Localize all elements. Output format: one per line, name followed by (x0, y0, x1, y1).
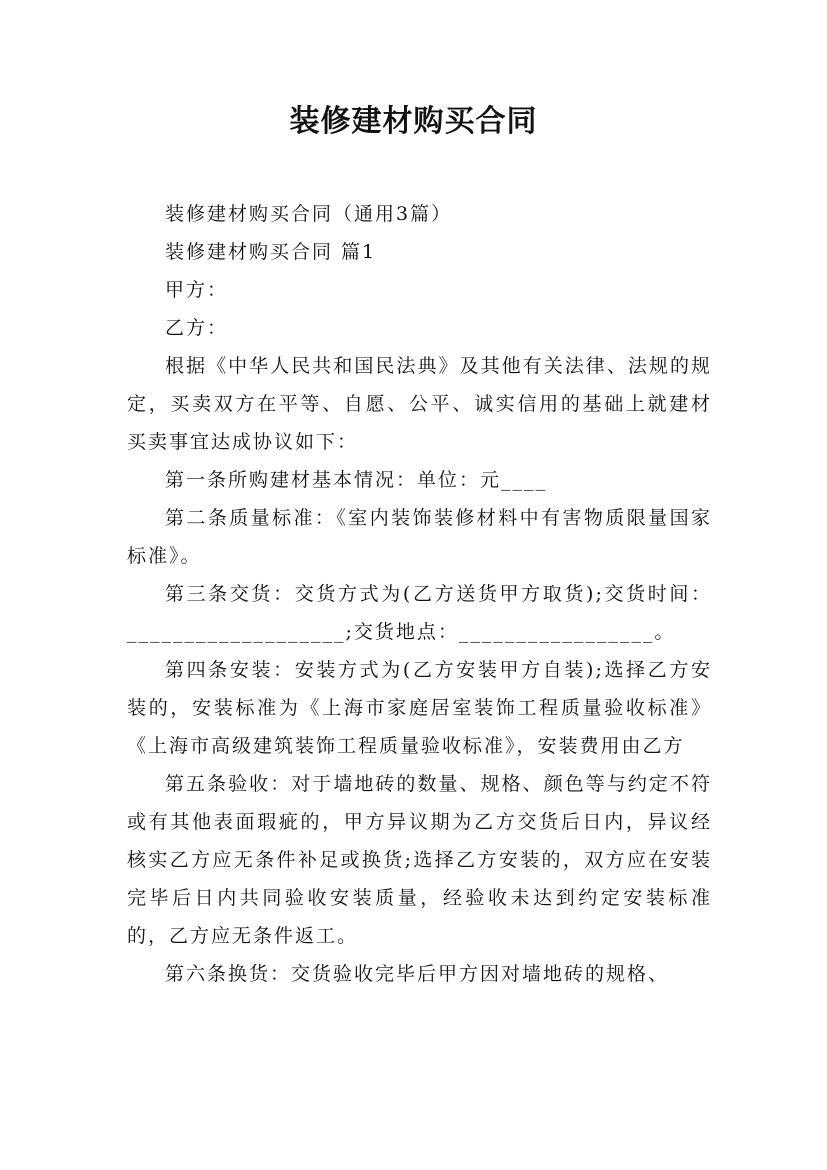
paragraph-preamble: 根据《中华人民共和国民法典》及其他有关法律、法规的规定，买卖双方在平等、自愿、公平、诚实信用的基础上就建材买卖事宜达成协议如下： (127, 355, 712, 453)
document-body (127, 195, 712, 993)
paragraph-article-2: 第二条质量标准：《室内装饰装修材料中有害物质限量国家标准》。 (127, 507, 712, 567)
paragraph-article-5: 第五条验收：对于墙地砖的数量、规格、颜色等与约定不符或有其他表面瑕疵的，甲方异议期为乙方交货后日内，异议经核实乙方应无条件补足或换货;选择乙方安装的，双方应在安装完毕后日内共同验收安装质量，经验收未达到约定安装标准的，乙方应无条件返工。 (127, 773, 712, 947)
paragraph-section-heading: 装修建材购买合同 篇1 (165, 241, 377, 263)
paragraph-article-1: 第一条所购建材基本情况：单位：元____ (165, 469, 548, 491)
document-title: 装修建材购买合同 (289, 104, 538, 139)
paragraph-party-a: 甲方： (165, 279, 229, 301)
paragraph-party-b: 乙方： (165, 317, 229, 339)
paragraph-article-3: 第三条交货：交货方式为(乙方送货甲方取货);交货时间：___________________;交货地点：_________________。 (127, 583, 712, 643)
paragraph-article-6: 第六条换货：交货验收完毕后甲方因对墙地砖的规格、 (165, 963, 670, 985)
paragraph-subtitle: 装修建材购买合同（通用3篇） (165, 203, 453, 225)
paragraph-article-4: 第四条安装：安装方式为(乙方安装甲方自装);选择乙方安装的，安装标准为《上海市家庭居室装饰工程质量验收标准》《上海市高级建筑装饰工程质量验收标准》，安装费用由乙方 (127, 659, 712, 757)
